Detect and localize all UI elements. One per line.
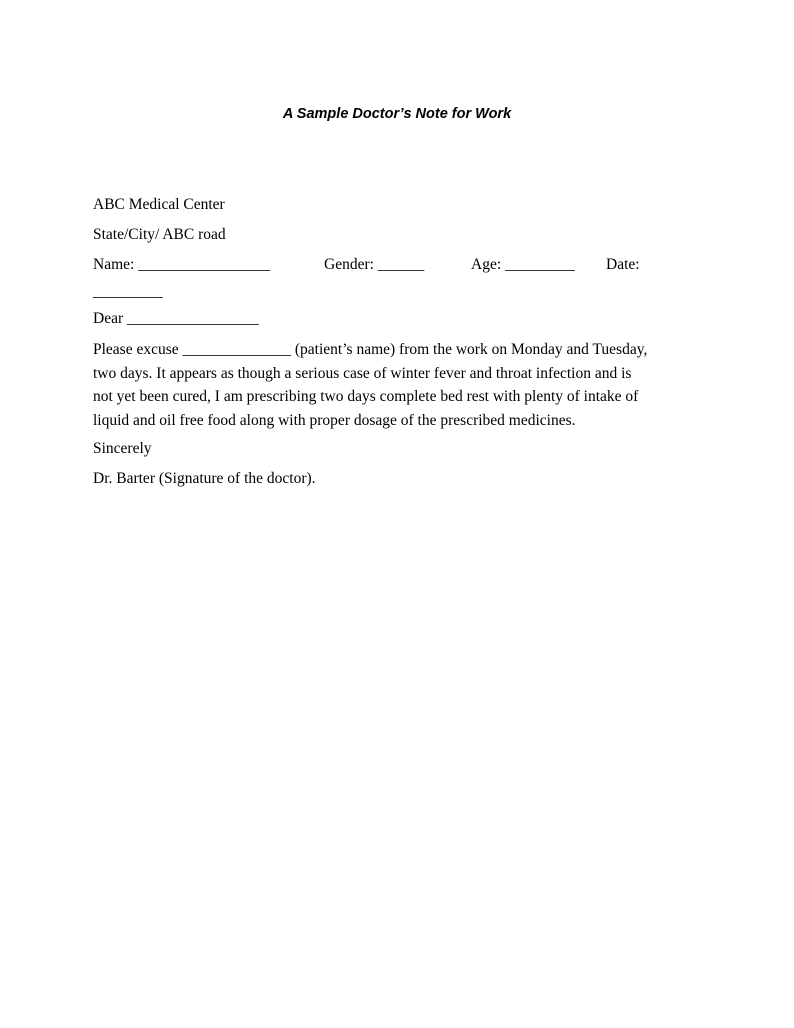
signature-line: Dr. Barter (Signature of the doctor). [93, 470, 316, 487]
body-paragraph [93, 338, 703, 433]
date-blank: _________ [93, 283, 163, 300]
closing: Sincerely [93, 440, 152, 457]
body-line: liquid and oil free food along with proper dosage of the prescribed medicines. [93, 412, 576, 430]
body-line: Please excuse ______________ (patient’s name) from the work on Monday and Tuesday, [93, 341, 648, 358]
clinic-address: State/City/ ABC road [93, 226, 226, 243]
salutation: Dear _________________ [93, 310, 259, 327]
clinic-name: ABC Medical Center [93, 196, 225, 213]
document-title: A Sample Doctor’s Note for Work [282, 106, 512, 122]
body-line: two days. It appears as though a serious case of winter fever and throat infection and is [93, 364, 632, 382]
name-field: Name: _________________ [93, 256, 270, 273]
gender-field: Gender: ______ [324, 256, 425, 273]
date-label: Date: [606, 256, 640, 273]
age-field: Age: _________ [471, 256, 575, 273]
body-line: not yet been cured, I am prescribing two days complete bed rest with plenty of intake of [93, 388, 639, 406]
